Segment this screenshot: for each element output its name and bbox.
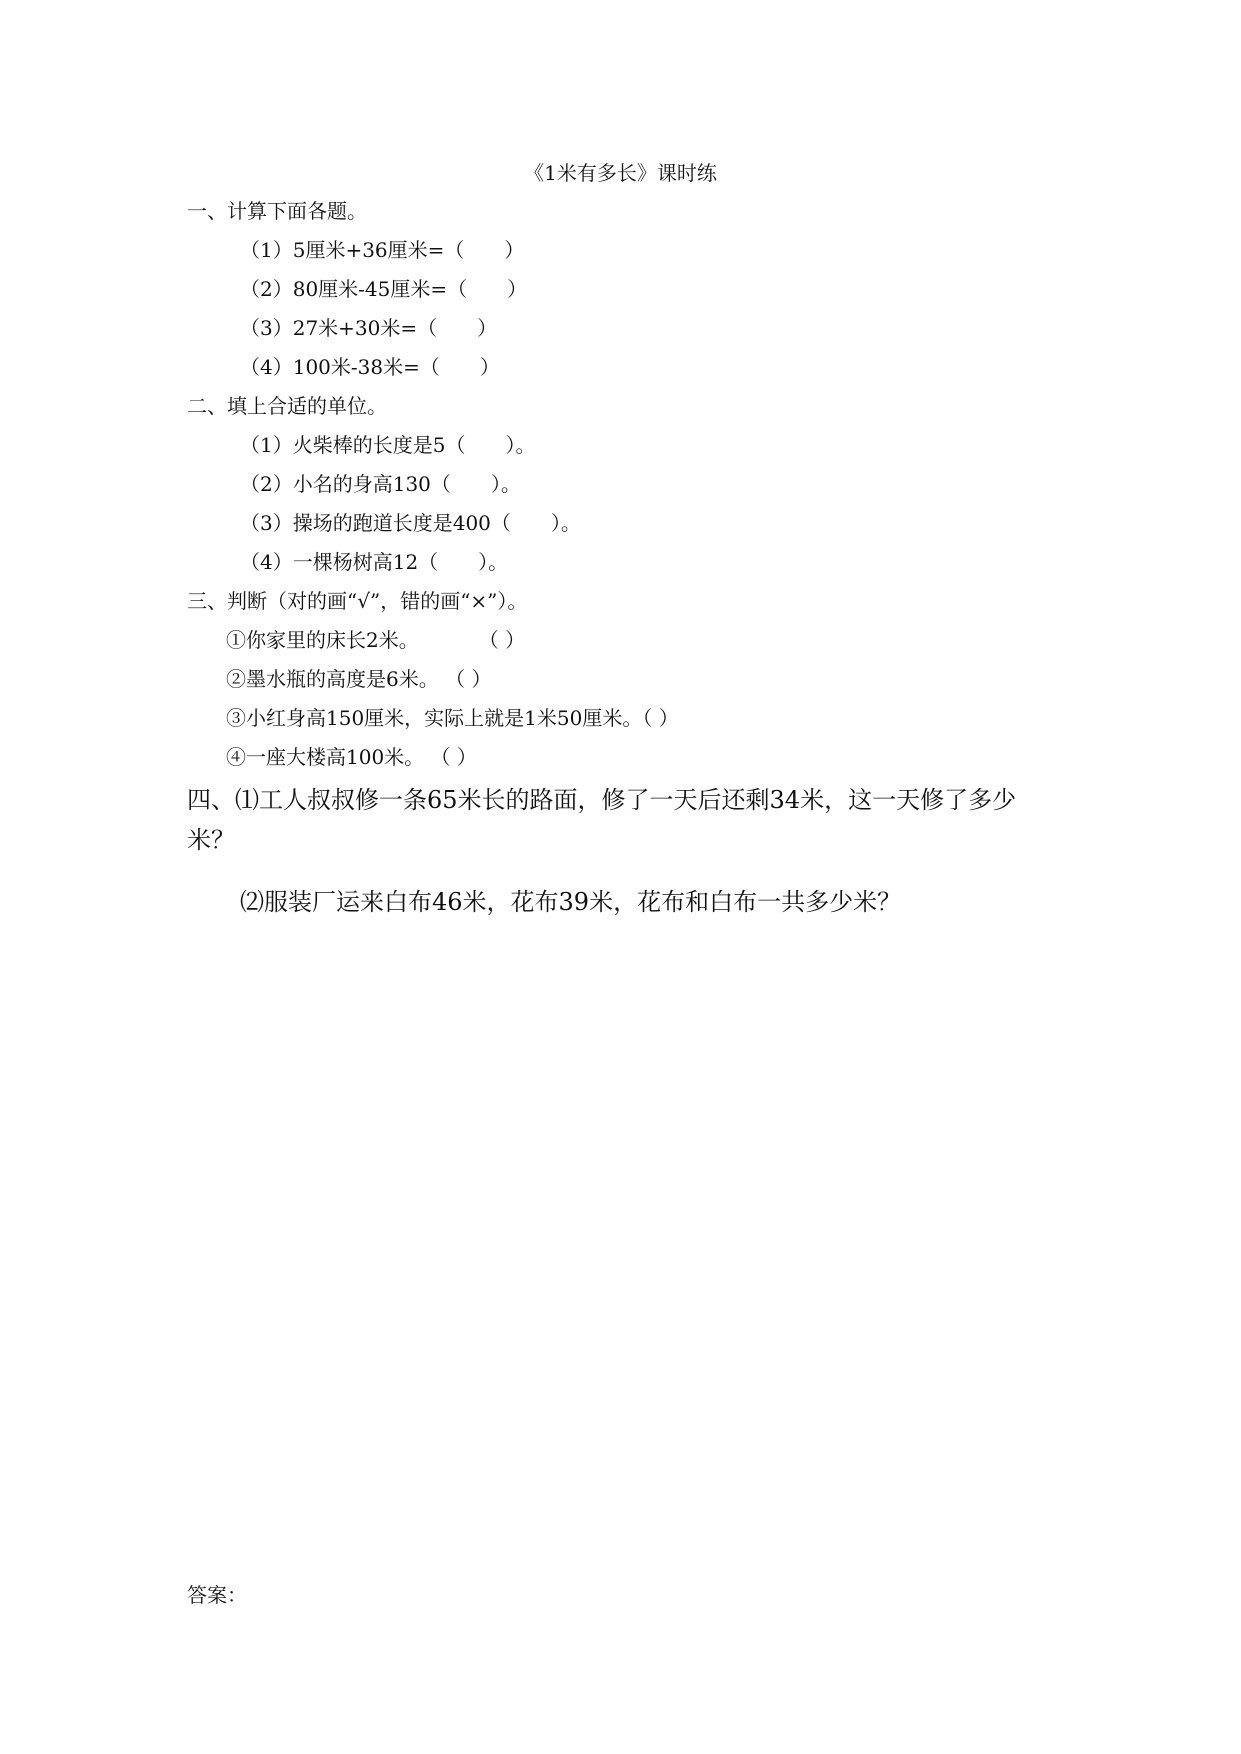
section1-heading: 一、计算下面各题。: [187, 199, 367, 223]
section4-question1-line2: 米？: [187, 826, 235, 854]
page-title: 《1米有多长》课时练: [524, 161, 717, 185]
section3-item-2: ②墨水瓶的高度是6米。 （ ）: [226, 667, 492, 691]
answer-label: 答案：: [187, 1583, 247, 1607]
section2-item-1: （1）火柴棒的长度是5（ ）。: [240, 433, 536, 457]
section3-heading: 三、判断（对的画“√”，错的画“×”）。: [187, 589, 528, 613]
section4-question2: ⑵服装厂运来白布46米，花布39米，花布和白布一共多少米？: [240, 888, 902, 916]
section2-item-2: （2）小名的身高130（ ）。: [240, 472, 521, 496]
section3-item-4: ④一座大楼高100米。 （ ）: [226, 745, 477, 769]
section1-item-2: （2）80厘米-45厘米=（ ）: [240, 277, 528, 301]
section3-item-1: ①你家里的床长2米。 （ ）: [226, 628, 526, 652]
section2-item-4: （4）一棵杨树高12（ ）。: [240, 550, 509, 574]
section4-question1-line1: 四、⑴工人叔叔修一条65米长的路面，修了一天后还剩34米，这一天修了多少: [187, 786, 1017, 814]
section1-item-3: （3）27米+30米=（ ）: [240, 316, 498, 340]
section1-item-4: （4）100米-38米=（ ）: [240, 355, 500, 379]
section2-item-3: （3）操场的跑道长度是400（ ）。: [240, 511, 581, 535]
section3-item-3: ③小红身高150厘米，实际上就是1米50厘米。（ ）: [226, 706, 679, 730]
section1-item-1: （1）5厘米+36厘米=（ ）: [240, 238, 525, 262]
section2-heading: 二、填上合适的单位。: [187, 394, 387, 418]
